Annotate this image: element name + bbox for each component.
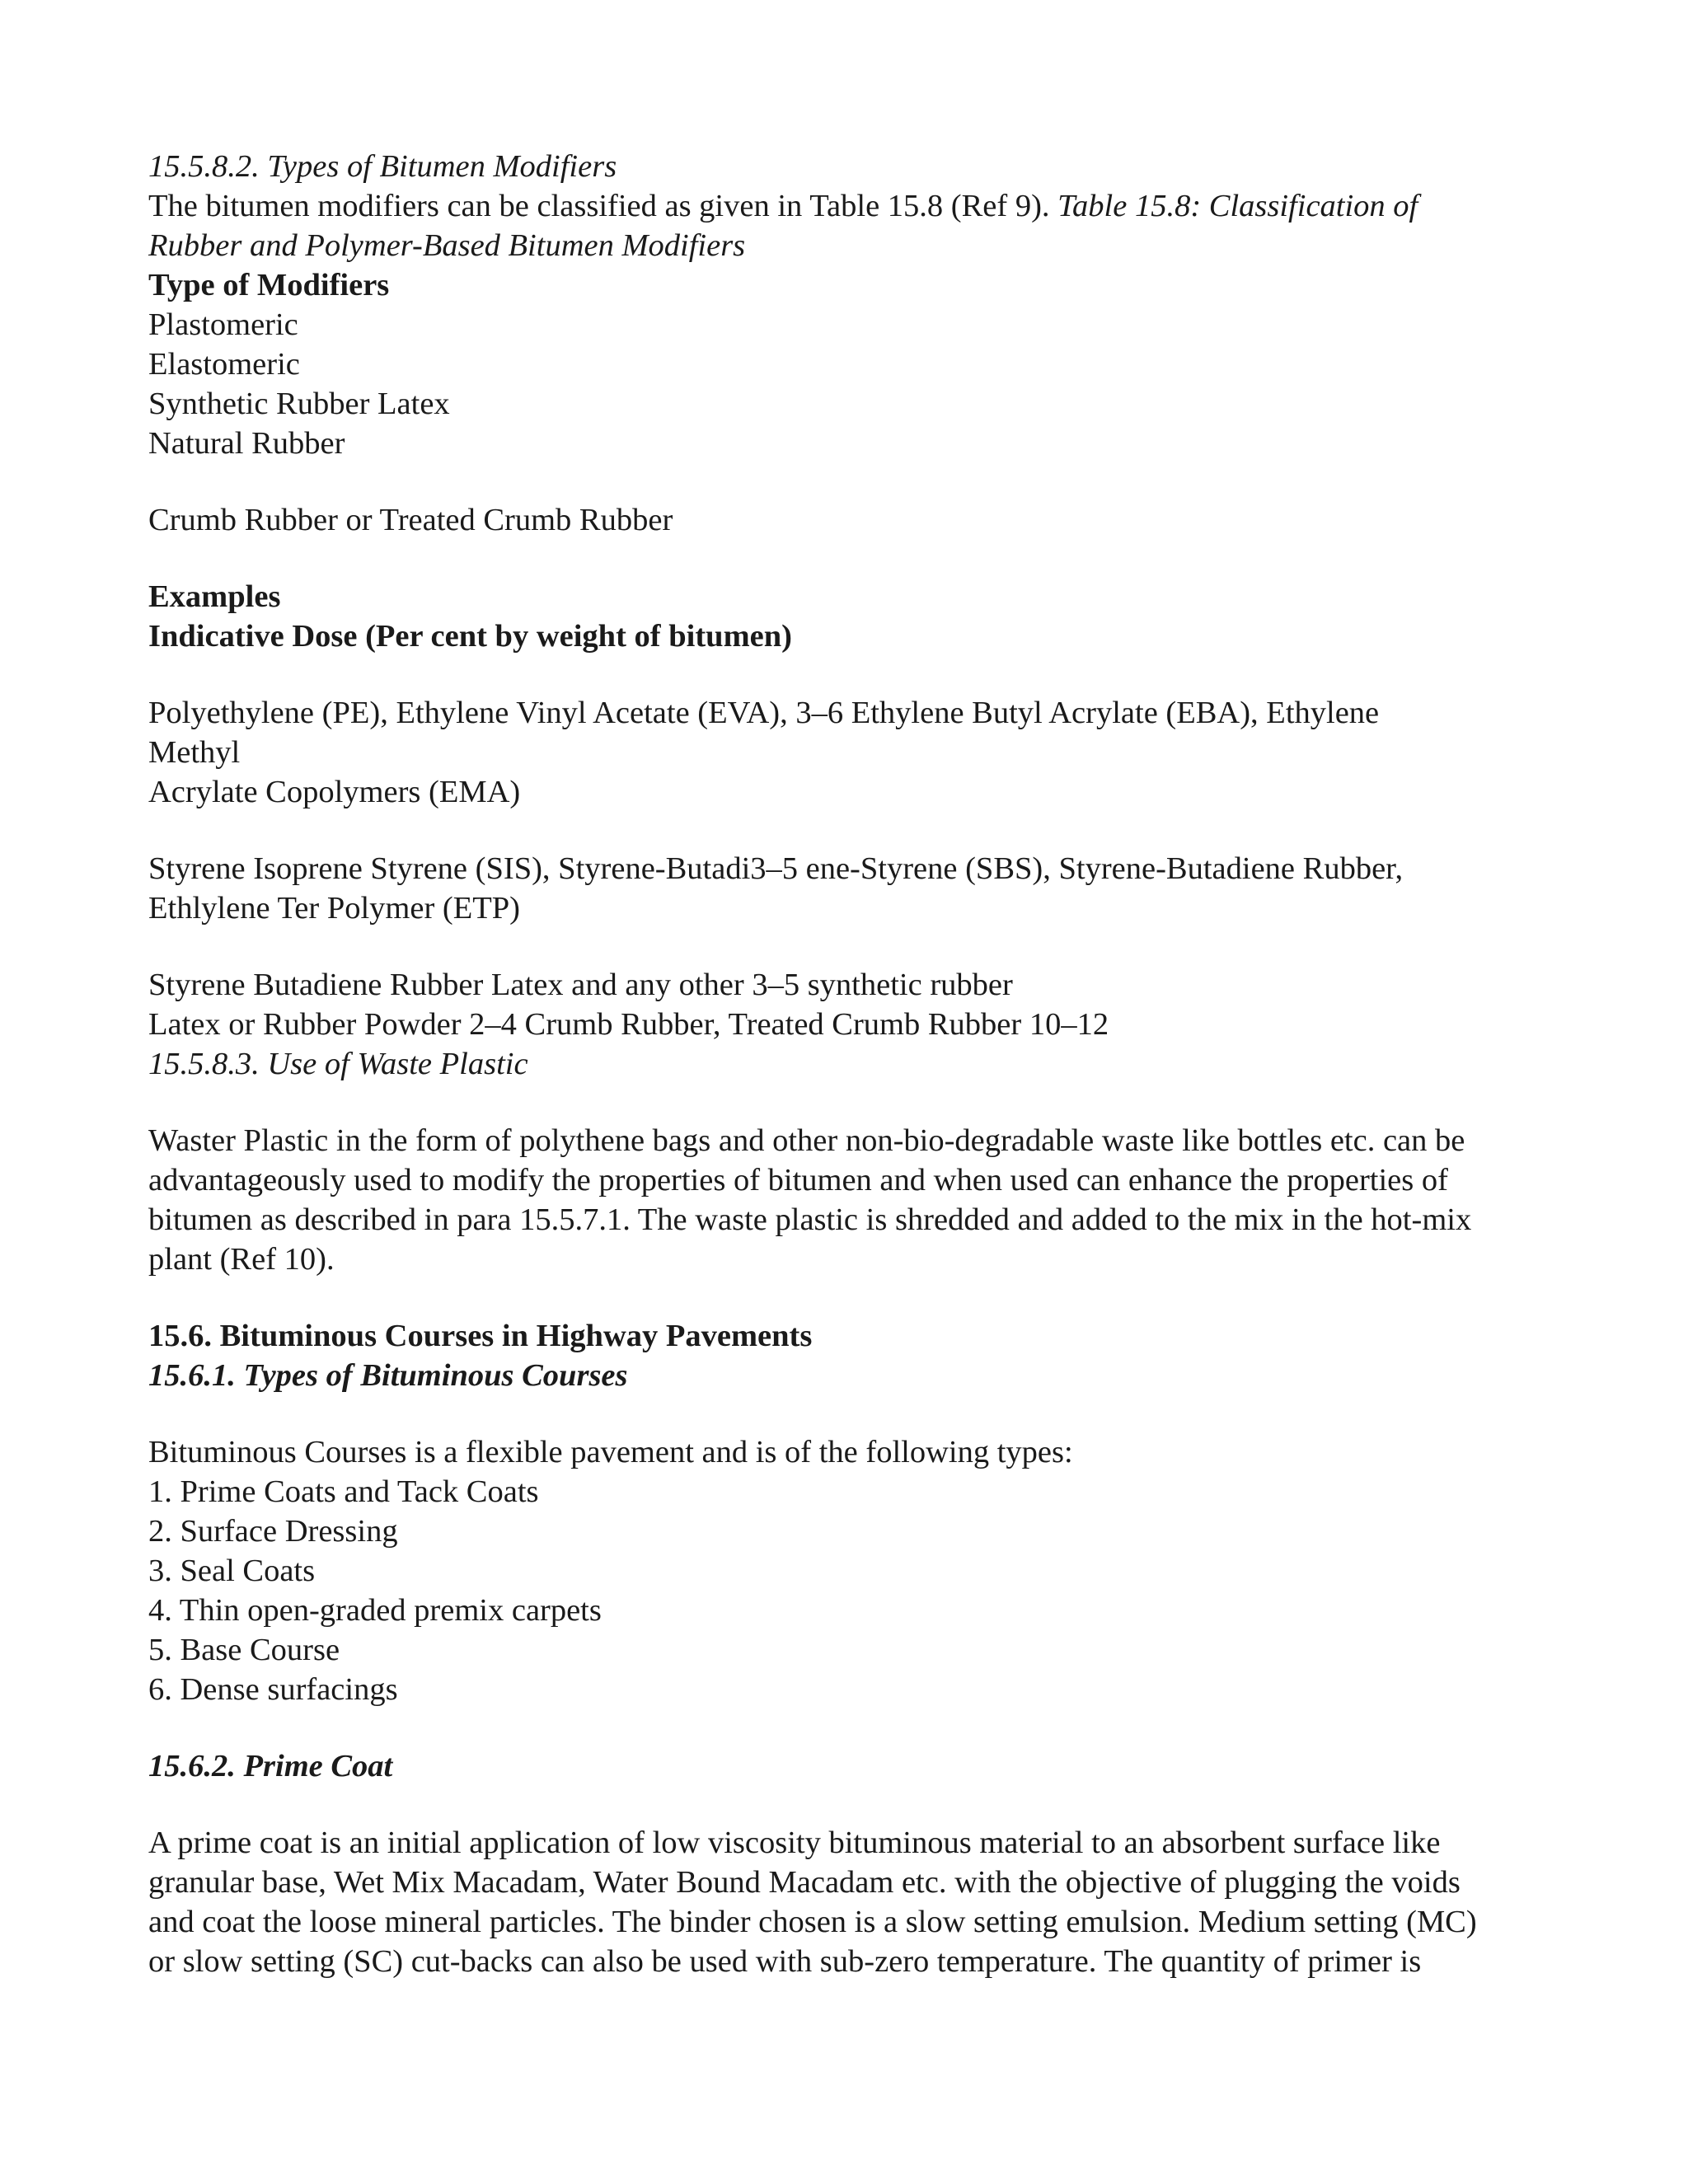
- table-intro-line: [148, 186, 1550, 226]
- modifier-type-synthetic-latex: Synthetic Rubber Latex: [148, 387, 450, 421]
- section-heading-15-6-1: 15.6.1. Types of Bituminous Courses: [148, 1358, 628, 1393]
- list-item: 6. Dense surfacings: [148, 1672, 398, 1707]
- section-heading-15-6: 15.6. Bituminous Courses in Highway Pavements: [148, 1319, 813, 1353]
- section-heading-15-5-8-2: 15.5.8.2. Types of Bitumen Modifiers: [148, 149, 617, 184]
- plastomeric-examples-line1: Polyethylene (PE), Ethylene Vinyl Acetate (EVA), 3–6 Ethylene Butyl Acrylate (EBA), Ethylene: [148, 696, 1380, 730]
- indicative-dose-header: Indicative Dose (Per cent by weight of bitumen): [148, 619, 792, 654]
- elastomeric-examples-line2: Ethlylene Ter Polymer (ETP): [148, 891, 521, 926]
- list-item: 1. Prime Coats and Tack Coats: [148, 1474, 539, 1509]
- latex-examples-line1: Styrene Butadiene Rubber Latex and any other 3–5 synthetic rubber: [148, 968, 1013, 1002]
- section-heading-15-5-8-3: 15.5.8.3. Use of Waste Plastic: [148, 1047, 528, 1081]
- plastomeric-examples-line2: Methyl: [148, 735, 241, 770]
- waste-plastic-para-line3: bitumen as described in para 15.5.7.1. The waste plastic is shredded and added to the mix in the hot-mix: [148, 1202, 1472, 1237]
- type-of-modifiers-header: Type of Modifiers: [148, 268, 390, 302]
- list-item: 3. Seal Coats: [148, 1554, 316, 1588]
- latex-examples-line2: Latex or Rubber Powder 2–4 Crumb Rubber, Treated Crumb Rubber 10–12: [148, 1007, 1109, 1042]
- list-item: 5. Base Course: [148, 1633, 340, 1667]
- plastomeric-examples-line3: Acrylate Copolymers (EMA): [148, 775, 521, 809]
- modifier-type-natural-rubber: Natural Rubber: [148, 426, 345, 461]
- section-heading-15-6-2: 15.6.2. Prime Coat: [148, 1749, 393, 1783]
- modifier-type-plastomeric: Plastomeric: [148, 307, 298, 342]
- prime-coat-para-line2: granular base, Wet Mix Macadam, Water Bound Macadam etc. with the objective of plugging the voids: [148, 1865, 1461, 1900]
- examples-header: Examples: [148, 579, 281, 614]
- table-intro-text: The bitumen modifiers can be classified as given in Table 15.8 (Ref 9).: [148, 189, 1058, 223]
- waste-plastic-para-line2: advantageously used to modify the properties of bitumen and when used can enhance the properties of: [148, 1163, 1448, 1197]
- prime-coat-para-line1: A prime coat is an initial application of low viscosity bituminous material to an absorbent surface like: [148, 1825, 1441, 1860]
- waste-plastic-para-line4: plant (Ref 10).: [148, 1242, 335, 1277]
- modifier-type-elastomeric: Elastomeric: [148, 347, 300, 382]
- prime-coat-para-line3: and coat the loose mineral particles. The binder chosen is a slow setting emulsion. Medium setting (MC): [148, 1905, 1477, 1939]
- list-item: 4. Thin open-graded premix carpets: [148, 1593, 602, 1628]
- table-caption-part1: Table 15.8: Classification of: [1057, 189, 1418, 223]
- elastomeric-examples-line1: Styrene Isoprene Styrene (SIS), Styrene-Butadi3–5 ene-Styrene (SBS), Styrene-Butadiene Rubber,: [148, 851, 1404, 886]
- modifier-type-crumb-rubber: Crumb Rubber or Treated Crumb Rubber: [148, 503, 673, 537]
- list-item: 2. Surface Dressing: [148, 1514, 398, 1549]
- table-caption-part2: Rubber and Polymer-Based Bitumen Modifiers: [148, 228, 746, 263]
- bituminous-courses-intro: Bituminous Courses is a flexible pavement and is of the following types:: [148, 1435, 1073, 1469]
- waste-plastic-para-line1: Waster Plastic in the form of polythene bags and other non-bio-degradable waste like bottles etc. can be: [148, 1123, 1465, 1158]
- prime-coat-para-line4: or slow setting (SC) cut-backs can also be used with sub-zero temperature. The quantity of primer is: [148, 1944, 1422, 1979]
- document-body: [148, 147, 1550, 1981]
